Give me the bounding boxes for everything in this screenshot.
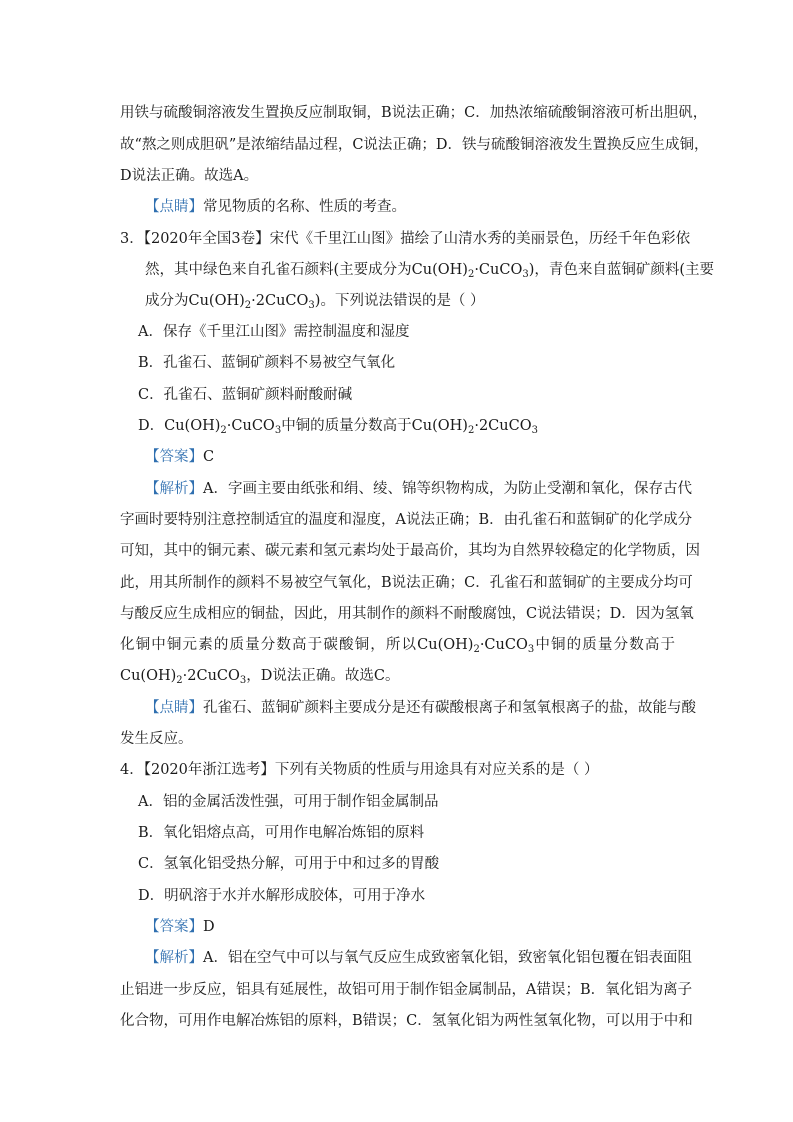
- text-line: D说法正确。故选A。: [120, 168, 259, 184]
- question-3-stem: [120, 229, 690, 249]
- option-b: B．孔雀石、蓝铜矿颜料不易被空气氧化: [138, 355, 396, 371]
- text-line: $Cu(OH)_2\cdot 2CuCO_3$，D说法正确。故选C。: [120, 668, 400, 686]
- text-line: 字画时要特别注意控制适宜的温度和湿度，A说法正确；B．由孔雀石和蓝铜矿的化学成分: [120, 512, 693, 528]
- text-line: 与酸反应生成相应的铜盐，因此，用其制作的颜料不耐酸腐蚀，C说法错误；D．因为氢氧: [120, 606, 694, 622]
- answer-value: D: [203, 919, 215, 935]
- question-number: 3．: [120, 231, 144, 247]
- analysis-tag: 【解析】: [145, 481, 203, 497]
- answer-tag: 【答案】: [145, 919, 203, 935]
- note-tag: 【点睛】: [145, 199, 203, 215]
- option-a: A．保存《千里江山图》需控制温度和湿度: [138, 324, 410, 340]
- answer-line: [145, 917, 215, 937]
- text-line: 化铜中铜元素的质量分数高于碳酸铜，所以$Cu(OH)_2\cdot CuCO_3$中铜的质量分数高于: [120, 637, 675, 655]
- text-line: 此，用其所制作的颜料不易被空气氧化，B说法正确；C．孔雀石和蓝铜矿的主要成分均可: [120, 575, 693, 591]
- stem-text: 下列有关物质的性质与用途具有对应关系的是（ ）: [274, 762, 599, 778]
- note-line: 【点睛】孔雀石、蓝铜矿颜料主要成分是还有碳酸根离子和氢氧根离子的盐，故能与酸: [145, 700, 696, 716]
- question-source: 【2020年全国3卷】: [143, 231, 270, 247]
- note-line: [145, 197, 406, 217]
- answer-line: [145, 447, 214, 467]
- option-d: D．明矾溶于水并水解形成胶体，可用于净水: [138, 888, 426, 904]
- text-line: 化合物，可用作电解冶炼铝的原料，B错误；C．氢氧化铝为两性氢氧化物，可以用于中和: [120, 1013, 693, 1029]
- option-b: B．氧化铝熔点高，可用作电解冶炼铝的原料: [138, 825, 425, 841]
- answer-tag: 【答案】: [145, 449, 203, 465]
- text-line: 然，其中绿色来自孔雀石颜料(主要成分为$Cu(OH)_2\cdot CuCO_3$)，青色来自蓝铜矿颜料(主要: [145, 262, 715, 280]
- analysis-tag: 【解析】: [145, 950, 203, 966]
- stem-text: 宋代《千里江山图》描绘了山清水秀的美丽景色，历经千年色彩依: [269, 231, 691, 247]
- analysis-line: 【解析】A．铝在空气中可以与氧气反应生成致密氧化铝，致密氧化铝包覆在铝表面阻: [145, 950, 692, 966]
- question-number: 4．: [120, 762, 144, 778]
- question-4-stem: [120, 760, 599, 780]
- option-c: C．氢氧化铝受热分解，可用于中和过多的胃酸: [138, 856, 440, 872]
- analysis-line: 【解析】A．字画主要由纸张和绢、绫、锦等织物构成，为防止受潮和氧化，保存古代: [145, 481, 692, 497]
- text-line: 发生反应。: [120, 731, 193, 747]
- note-tag: 【点睛】: [145, 700, 203, 716]
- note-text: 常见物质的名称、性质的考查。: [203, 199, 406, 215]
- text-line: 可知，其中的铜元素、碳元素和氢元素均处于最高价，其均为自然界较稳定的化学物质，因: [120, 543, 700, 559]
- text-line: 用铁与硫酸铜溶液发生置换反应制取铜，B说法正确；C．加热浓缩硫酸铜溶液可析出胆矾，: [120, 105, 708, 121]
- text-line: 止铝进一步反应，铝具有延展性，故铝可用于制作铝金属制品，A错误；B．氧化铝为离子: [120, 982, 693, 998]
- text-line: 故“熬之则成胆矾”是浓缩结晶过程，C说法正确；D．铁与硫酸铜溶液发生置换反应生成铜，: [120, 137, 709, 153]
- answer-value: C: [203, 449, 215, 465]
- option-c: C．孔雀石、蓝铜矿颜料耐酸耐碱: [138, 387, 353, 403]
- question-source: 【2020年浙江选考】: [143, 762, 275, 778]
- text-line: 成分为$Cu(OH)_2\cdot 2CuCO_3$)。下列说法错误的是（ ）: [145, 293, 485, 311]
- option-d: D．$Cu(OH)_2\cdot CuCO_3$中铜的质量分数高于$Cu(OH)_2\cdot 2CuCO_3$: [138, 418, 538, 436]
- option-a: A．铝的金属活泼性强，可用于制作铝金属制品: [138, 794, 439, 810]
